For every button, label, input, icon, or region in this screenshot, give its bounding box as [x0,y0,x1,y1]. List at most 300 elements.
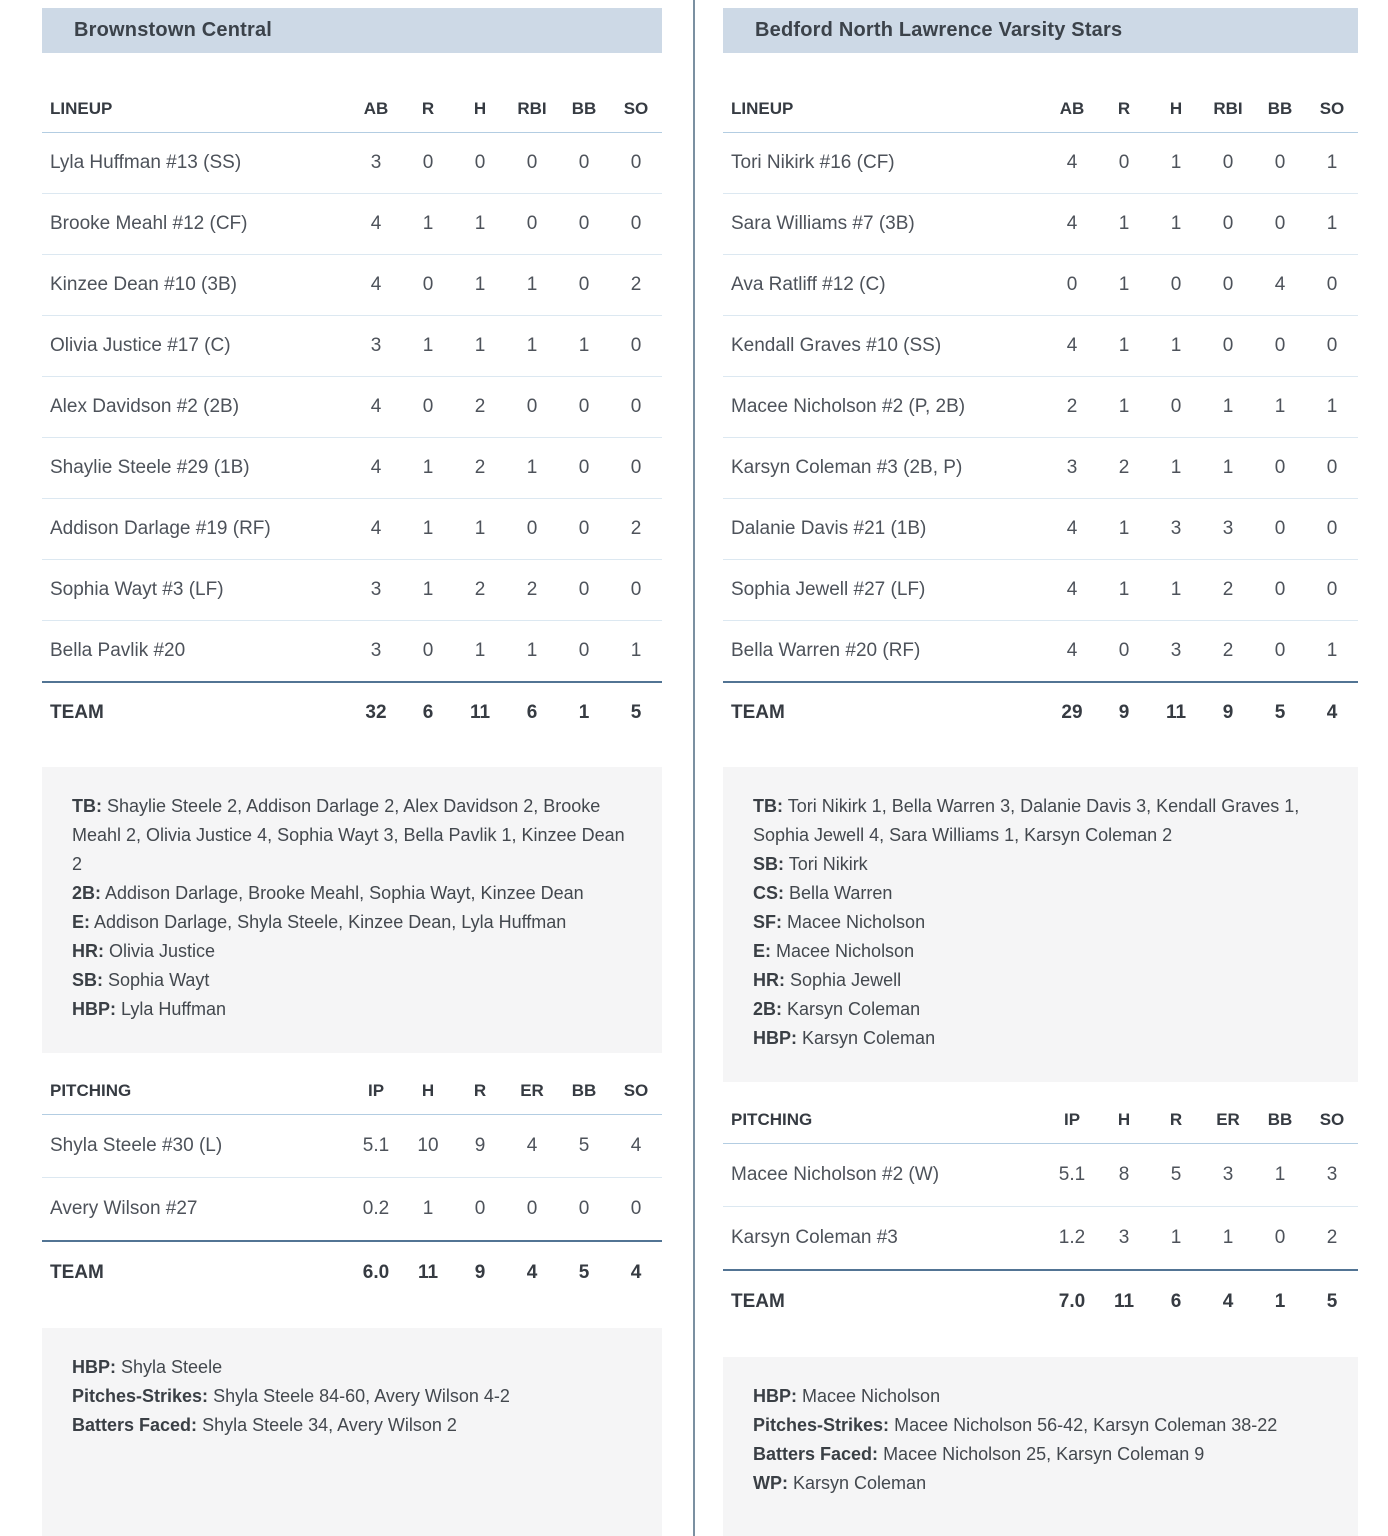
lineup-row [723,316,1358,377]
stat-value: 1 [1150,133,1202,194]
pitching-total-row [723,1270,1358,1333]
stat-value: 2 [1202,621,1254,683]
note-text: Macee Nicholson 25, Karsyn Coleman 9 [883,1444,1205,1464]
stat-value: 0 [1306,499,1358,560]
stat-value: 0 [558,499,610,560]
total-label: TEAM [50,1262,104,1283]
note-text: Macee Nicholson [776,941,915,961]
stat-value: 2 [610,499,662,560]
stat-value: 1 [1306,194,1358,255]
stat-value: 3 [350,133,402,194]
note-label: HBP: [72,1357,116,1377]
lineup-header-label: LINEUP [723,85,1046,133]
stat-total: 6.0 [362,1262,390,1283]
stat-value: 1 [506,621,558,683]
pitching-header-row [723,1096,1358,1144]
stat-value: 3 [350,621,402,683]
note-label: HR: [753,970,785,990]
note-text: Tori Nikirk 1, Bella Warren 3, Dalanie Davis 3, Kendall Graves 1, Sophia Jewell 4, Sara Williams 1, Karsyn Coleman 2 [753,796,1300,845]
stat-value: 0 [1254,560,1306,621]
lineup-row [42,316,662,377]
stat-value: 0 [610,316,662,377]
pitching-row [723,1207,1358,1271]
note-label: E: [72,912,90,932]
note-label: WP: [753,1473,788,1493]
note-text: Addison Darlage, Shyla Steele, Kinzee Dean, Lyla Huffman [94,912,567,932]
column-header-rbi: RBI [1202,85,1254,133]
stat-value: 0 [402,133,454,194]
stat-value: 1 [1150,316,1202,377]
note-label: TB: [72,796,102,816]
stat-value: 2 [454,438,506,499]
team-banner [42,8,662,53]
stat-value: 9 [454,1115,506,1178]
total-label: TEAM [731,1291,785,1312]
note-text: Macee Nicholson 56-42, Karsyn Coleman 38-22 [894,1415,1278,1435]
note-line [753,1024,1328,1053]
note-line [753,1411,1328,1440]
note-line [72,995,632,1024]
stat-value: 1 [1098,255,1150,316]
lineup-row [42,255,662,316]
lineup-total-row [723,682,1358,743]
stat-total: 11 [1165,702,1187,723]
stat-value: 0 [1254,316,1306,377]
team-name: Brownstown Central [74,19,273,41]
lineup-total-row [42,682,662,743]
stat-value: 0 [506,499,558,560]
stat-value: 4 [506,1115,558,1178]
lineup-row [42,377,662,438]
stat-value: 1 [1098,560,1150,621]
pitching-header-row [42,1067,662,1115]
stat-value: 0 [454,133,506,194]
column-header-r: R [1150,1096,1202,1144]
stat-value: 1 [1098,499,1150,560]
stat-value: 2 [454,560,506,621]
stat-value: 1 [1098,316,1150,377]
player-name: Karsyn Coleman #3 (2B, P) [723,438,1046,499]
stat-value: 2 [1306,1207,1358,1271]
lineup-header-label: LINEUP [42,85,350,133]
player-name: Dalanie Davis #21 (1B) [723,499,1046,560]
stat-value: 5 [1150,1144,1202,1207]
note-label: HBP: [753,1386,797,1406]
column-header-h: H [402,1067,454,1115]
note-line [72,879,632,908]
pitching-row [42,1178,662,1242]
column-header-er: ER [506,1067,558,1115]
lineup-row [723,194,1358,255]
note-label: HBP: [753,1028,797,1048]
lineup-row [42,560,662,621]
stat-value: 1 [506,316,558,377]
stat-value: 1 [1150,560,1202,621]
stat-value: 5.1 [1046,1144,1098,1207]
player-name: Alex Davidson #2 (2B) [42,377,350,438]
player-name: Sophia Wayt #3 (LF) [42,560,350,621]
stat-value: 1 [454,194,506,255]
stat-total: 4 [1222,1291,1234,1312]
stat-total: 32 [365,702,387,723]
note-label: E: [753,941,771,961]
stat-value: 1 [1202,1207,1254,1271]
note-label: 2B: [753,999,783,1019]
stat-value: 5.1 [350,1115,402,1178]
note-label: HBP: [72,999,116,1019]
lineup-row [723,438,1358,499]
batting-notes [42,767,662,1053]
note-label: TB: [753,796,783,816]
column-header-so: SO [1306,85,1358,133]
note-text: Macee Nicholson [802,1386,941,1406]
stat-value: 0 [1306,316,1358,377]
stat-value: 4 [1046,499,1098,560]
total-label: TEAM [731,702,785,723]
note-text: Karsyn Coleman [802,1028,936,1048]
note-text: Addison Darlage, Brooke Meahl, Sophia Wayt, Kinzee Dean [105,883,584,903]
stat-value: 3 [1046,438,1098,499]
stat-value: 3 [350,316,402,377]
stat-value: 1 [506,438,558,499]
stat-value: 8 [1098,1144,1150,1207]
stat-value: 0 [558,438,610,499]
stat-value: 0 [1254,133,1306,194]
stat-value: 0 [1202,133,1254,194]
player-name: Sophia Jewell #27 (LF) [723,560,1046,621]
lineup-row [723,560,1358,621]
stat-value: 0 [1098,621,1150,683]
note-text: Shaylie Steele 2, Addison Darlage 2, Alex Davidson 2, Brooke Meahl 2, Olivia Justice 4, Sophia Wayt 3, Bella Pavlik 1, Kinzee Dean 2 [72,796,625,874]
stat-value: 0 [610,133,662,194]
stat-value: 1 [1254,377,1306,438]
stat-value: 1 [1098,194,1150,255]
stat-value: 0 [558,621,610,683]
lineup-row [42,133,662,194]
team-panel-away [0,0,693,1536]
column-header-r: R [1098,85,1150,133]
stat-total: 5 [578,1262,590,1283]
stat-value: 4 [1046,560,1098,621]
player-name: Addison Darlage #19 (RF) [42,499,350,560]
note-label: Pitches-Strikes: [72,1386,209,1406]
stat-value: 1 [1150,194,1202,255]
stat-value: 1 [1306,621,1358,683]
player-name: Kinzee Dean #10 (3B) [42,255,350,316]
pitching-notes [723,1357,1358,1536]
note-text: Sophia Wayt [108,970,210,990]
stat-value: 0 [1202,194,1254,255]
column-header-bb: BB [558,1067,610,1115]
stat-value: 1 [1150,438,1202,499]
stat-value: 0 [610,438,662,499]
stat-value: 4 [350,499,402,560]
note-line [753,908,1328,937]
stat-value: 1 [402,499,454,560]
stat-value: 2 [1202,560,1254,621]
stat-value: 0 [558,377,610,438]
stat-total: 7.0 [1058,1291,1086,1312]
note-line [72,908,632,937]
stat-value: 2 [506,560,558,621]
note-text: Sophia Jewell [790,970,902,990]
note-line [753,1382,1328,1411]
note-text: Shyla Steele 34, Avery Wilson 2 [202,1415,457,1435]
column-header-ip: IP [350,1067,402,1115]
stat-value: 3 [1202,499,1254,560]
note-label: HR: [72,941,104,961]
stat-value: 0 [558,133,610,194]
pitching-notes [42,1328,662,1536]
stat-value: 1 [402,194,454,255]
column-header-bb: BB [558,85,610,133]
stat-value: 1 [1254,1144,1306,1207]
note-label: 2B: [72,883,102,903]
column-header-r: R [402,85,454,133]
stat-value: 1 [402,1178,454,1242]
player-name: Kendall Graves #10 (SS) [723,316,1046,377]
stat-value: 2 [1046,377,1098,438]
stat-value: 0 [1254,499,1306,560]
team-name: Bedford North Lawrence Varsity Stars [755,19,1123,41]
stat-value: 0 [454,1178,506,1242]
note-label: SB: [72,970,103,990]
stat-value: 4 [610,1115,662,1178]
stat-value: 1 [1098,377,1150,438]
note-line [72,1382,632,1411]
column-header-ip: IP [1046,1096,1098,1144]
note-text: Lyla Huffman [121,999,227,1019]
stat-value: 0 [1254,621,1306,683]
stat-value: 3 [1202,1144,1254,1207]
note-text: Bella Warren [789,883,893,903]
note-label: Pitches-Strikes: [753,1415,890,1435]
stat-value: 1 [1306,133,1358,194]
stat-value: 5 [558,1115,610,1178]
lineup-row [723,621,1358,683]
stat-total: 1 [578,702,590,723]
lineup-row [42,499,662,560]
stat-value: 0 [558,1178,610,1242]
note-label: SF: [753,912,782,932]
stat-value: 3 [1306,1144,1358,1207]
stat-value: 1 [1202,438,1254,499]
stat-value: 0 [1098,133,1150,194]
lineup-header-row [723,85,1358,133]
note-line [72,792,632,879]
stat-value: 0 [506,1178,558,1242]
team-panel-home [695,0,1388,1536]
stat-value: 0 [1306,560,1358,621]
stat-value: 3 [1098,1207,1150,1271]
stat-value: 4 [1046,133,1098,194]
stat-value: 3 [350,560,402,621]
note-line [753,1440,1328,1469]
stat-value: 1 [402,316,454,377]
stat-total: 6 [526,702,538,723]
stat-value: 1 [454,255,506,316]
note-text: Olivia Justice [109,941,216,961]
note-line [753,1469,1328,1498]
note-text: Tori Nikirk [788,854,868,874]
team-banner [723,8,1358,53]
stat-value: 0 [1150,377,1202,438]
column-header-r: R [454,1067,506,1115]
stat-value: 3 [1150,621,1202,683]
stat-value: 0 [506,377,558,438]
note-line [72,937,632,966]
note-line [753,995,1328,1024]
stat-value: 10 [402,1115,454,1178]
lineup-row [723,377,1358,438]
stat-total: 6 [422,702,434,723]
note-line [753,792,1328,850]
stat-total: 4 [526,1262,538,1283]
column-header-ab: AB [350,85,402,133]
player-name: Olivia Justice #17 (C) [42,316,350,377]
player-name: Macee Nicholson #2 (W) [723,1144,1046,1207]
note-line [753,850,1328,879]
stat-value: 0 [1306,255,1358,316]
column-header-so: SO [1306,1096,1358,1144]
note-text: Shyla Steele [121,1357,223,1377]
stat-value: 0 [506,133,558,194]
column-header-h: H [454,85,506,133]
column-header-so: SO [610,1067,662,1115]
stat-value: 3 [1150,499,1202,560]
stat-total: 5 [1326,1291,1338,1312]
note-text: Macee Nicholson [787,912,926,932]
stat-value: 1 [1150,1207,1202,1271]
note-line [753,966,1328,995]
stat-value: 1 [454,316,506,377]
note-label: Batters Faced: [72,1415,198,1435]
stat-value: 0 [402,621,454,683]
player-name: Brooke Meahl #12 (CF) [42,194,350,255]
stat-value: 0 [1150,255,1202,316]
stat-value: 0 [402,255,454,316]
stat-value: 4 [1046,621,1098,683]
stat-total: 11 [1113,1291,1135,1312]
column-header-er: ER [1202,1096,1254,1144]
player-name: Shaylie Steele #29 (1B) [42,438,350,499]
stat-total: 4 [1326,702,1338,723]
lineup-row [723,499,1358,560]
stat-total: 11 [469,702,491,723]
stat-value: 0 [1202,255,1254,316]
lineup-row [42,194,662,255]
stat-value: 0 [1306,438,1358,499]
player-name: Karsyn Coleman #3 [723,1207,1046,1271]
stat-total: 4 [630,1262,642,1283]
note-line [72,966,632,995]
note-line [72,1411,632,1440]
column-header-so: SO [610,85,662,133]
stat-value: 4 [1254,255,1306,316]
note-label: Batters Faced: [753,1444,879,1464]
player-name: Tori Nikirk #16 (CF) [723,133,1046,194]
lineup-row [723,133,1358,194]
note-text: Shyla Steele 84-60, Avery Wilson 4-2 [213,1386,510,1406]
lineup-table [723,85,1358,743]
stat-value: 4 [350,255,402,316]
column-header-h: H [1150,85,1202,133]
player-name: Bella Pavlik #20 [42,621,350,683]
column-header-h: H [1098,1096,1150,1144]
stat-value: 0 [1254,438,1306,499]
stat-total: 9 [1222,702,1234,723]
player-name: Macee Nicholson #2 (P, 2B) [723,377,1046,438]
stat-value: 1 [454,621,506,683]
stat-value: 0 [558,560,610,621]
player-name: Bella Warren #20 (RF) [723,621,1046,683]
stat-value: 2 [1098,438,1150,499]
note-label: CS: [753,883,784,903]
stat-value: 2 [454,377,506,438]
stat-value: 0 [1254,194,1306,255]
stat-value: 0 [558,255,610,316]
stat-value: 0.2 [350,1178,402,1242]
player-name: Ava Ratliff #12 (C) [723,255,1046,316]
stat-total: 9 [1118,702,1130,723]
pitching-header-label: PITCHING [723,1096,1046,1144]
stat-value: 1 [558,316,610,377]
note-line [753,937,1328,966]
stat-value: 4 [350,438,402,499]
stat-value: 1 [454,499,506,560]
column-header-bb: BB [1254,85,1306,133]
lineup-table [42,85,662,743]
stat-value: 0 [610,560,662,621]
stat-total: 11 [417,1262,439,1283]
player-name: Avery Wilson #27 [42,1178,350,1242]
player-name: Lyla Huffman #13 (SS) [42,133,350,194]
stat-value: 0 [1046,255,1098,316]
stat-value: 4 [1046,194,1098,255]
note-label: SB: [753,854,784,874]
stat-value: 2 [610,255,662,316]
stat-value: 4 [350,377,402,438]
column-header-rbi: RBI [506,85,558,133]
lineup-row [42,621,662,683]
note-text: Karsyn Coleman [793,1473,927,1493]
stat-value: 0 [610,1178,662,1242]
stat-value: 0 [402,377,454,438]
lineup-row [42,438,662,499]
batting-notes [723,767,1358,1082]
stat-total: 9 [474,1262,486,1283]
note-line [72,1353,632,1382]
pitching-table [42,1067,662,1304]
stat-total: 29 [1061,702,1083,723]
lineup-header-row [42,85,662,133]
stat-value: 0 [1202,316,1254,377]
stat-total: 1 [1274,1291,1286,1312]
stat-value: 4 [1046,316,1098,377]
stat-value: 1 [402,560,454,621]
stat-value: 0 [1254,1207,1306,1271]
column-header-ab: AB [1046,85,1098,133]
player-name: Sara Williams #7 (3B) [723,194,1046,255]
stat-value: 4 [350,194,402,255]
stat-value: 0 [610,194,662,255]
total-label: TEAM [50,702,104,723]
player-name: Shyla Steele #30 (L) [42,1115,350,1178]
stat-value: 0 [558,194,610,255]
note-text: Karsyn Coleman [787,999,921,1019]
stat-value: 1.2 [1046,1207,1098,1271]
stat-value: 1 [610,621,662,683]
